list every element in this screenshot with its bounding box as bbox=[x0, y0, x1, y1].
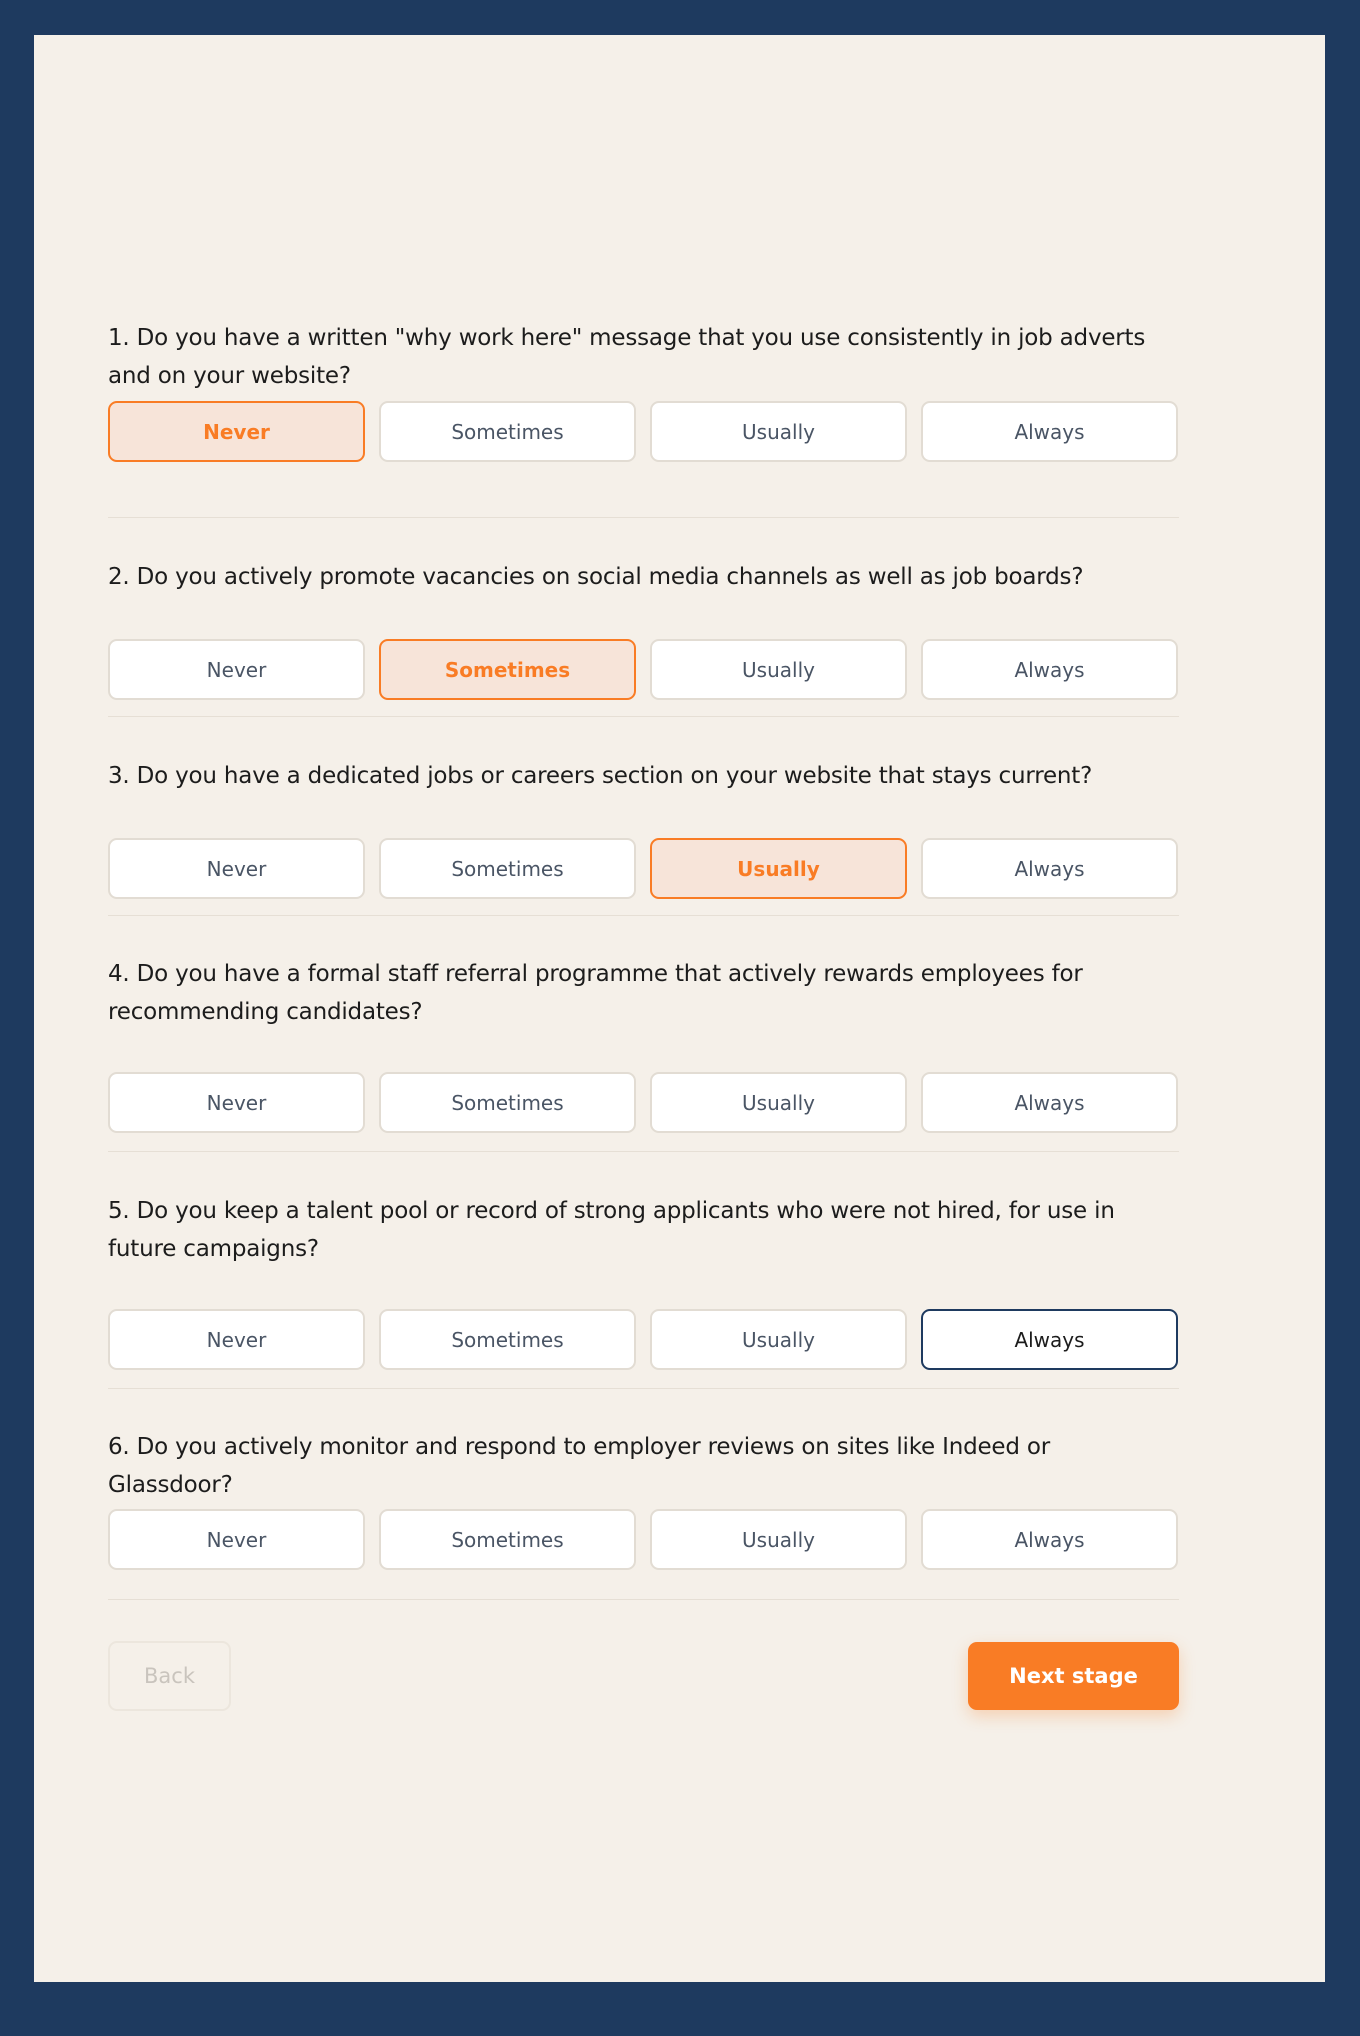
divider bbox=[108, 517, 1179, 518]
q6-option-usually[interactable]: Usually bbox=[650, 1509, 907, 1570]
question-3 bbox=[108, 757, 1179, 881]
question-3-options bbox=[108, 838, 1178, 899]
q1-option-always[interactable]: Always bbox=[921, 401, 1178, 462]
divider bbox=[108, 1599, 1179, 1600]
q5-option-always[interactable]: Always bbox=[921, 1309, 1178, 1370]
question-5-text: 5. Do you keep a talent pool or record of strong applicants who were not hired, for use in future campaigns? bbox=[108, 1198, 1115, 1262]
question-4-options bbox=[108, 1072, 1178, 1133]
question-4 bbox=[108, 955, 1179, 1115]
q6-option-never[interactable]: Never bbox=[108, 1509, 365, 1570]
q5-option-usually[interactable]: Usually bbox=[650, 1309, 907, 1370]
question-2-text: 2. Do you actively promote vacancies on social media channels as well as job boards? bbox=[108, 564, 1084, 590]
q4-option-never[interactable]: Never bbox=[108, 1072, 365, 1133]
q4-option-always[interactable]: Always bbox=[921, 1072, 1178, 1133]
q2-option-never[interactable]: Never bbox=[108, 639, 365, 700]
q3-option-always[interactable]: Always bbox=[921, 838, 1178, 899]
q4-option-usually[interactable]: Usually bbox=[650, 1072, 907, 1133]
divider bbox=[108, 1151, 1179, 1152]
q6-option-always[interactable]: Always bbox=[921, 1509, 1178, 1570]
q5-option-sometimes[interactable]: Sometimes bbox=[379, 1309, 636, 1370]
question-1-options bbox=[108, 401, 1178, 462]
q2-option-sometimes[interactable]: Sometimes bbox=[379, 639, 636, 700]
question-2 bbox=[108, 558, 1179, 682]
assessment-card bbox=[34, 35, 1325, 1982]
divider bbox=[108, 716, 1179, 717]
q3-option-never[interactable]: Never bbox=[108, 838, 365, 899]
q6-option-sometimes[interactable]: Sometimes bbox=[379, 1509, 636, 1570]
question-6-options bbox=[108, 1509, 1178, 1570]
q4-option-sometimes[interactable]: Sometimes bbox=[379, 1072, 636, 1133]
q3-option-sometimes[interactable]: Sometimes bbox=[379, 838, 636, 899]
question-3-text: 3. Do you have a dedicated jobs or careers section on your website that stays current? bbox=[108, 763, 1093, 789]
divider bbox=[108, 1388, 1179, 1389]
q1-option-usually[interactable]: Usually bbox=[650, 401, 907, 462]
q5-option-never[interactable]: Never bbox=[108, 1309, 365, 1370]
question-1-text: 1. Do you have a written "why work here" message that you use consistently in job adverts and on your website? bbox=[108, 325, 1146, 389]
question-5-options bbox=[108, 1309, 1178, 1370]
back-button[interactable]: Back bbox=[108, 1641, 231, 1711]
q1-option-never[interactable]: Never bbox=[108, 401, 365, 462]
q2-option-usually[interactable]: Usually bbox=[650, 639, 907, 700]
q3-option-usually[interactable]: Usually bbox=[650, 838, 907, 899]
q2-option-always[interactable]: Always bbox=[921, 639, 1178, 700]
q1-option-sometimes[interactable]: Sometimes bbox=[379, 401, 636, 462]
question-6-text: 6. Do you actively monitor and respond to employer reviews on sites like Indeed or Glassdoor? bbox=[108, 1434, 1051, 1498]
question-6 bbox=[108, 1428, 1179, 1552]
divider bbox=[108, 915, 1179, 916]
next-stage-button[interactable]: Next stage bbox=[968, 1642, 1179, 1710]
question-2-options bbox=[108, 639, 1178, 700]
question-5 bbox=[108, 1192, 1179, 1352]
question-4-text: 4. Do you have a formal staff referral programme that actively rewards employees for recommending candidates? bbox=[108, 961, 1083, 1025]
question-1 bbox=[108, 319, 1179, 444]
